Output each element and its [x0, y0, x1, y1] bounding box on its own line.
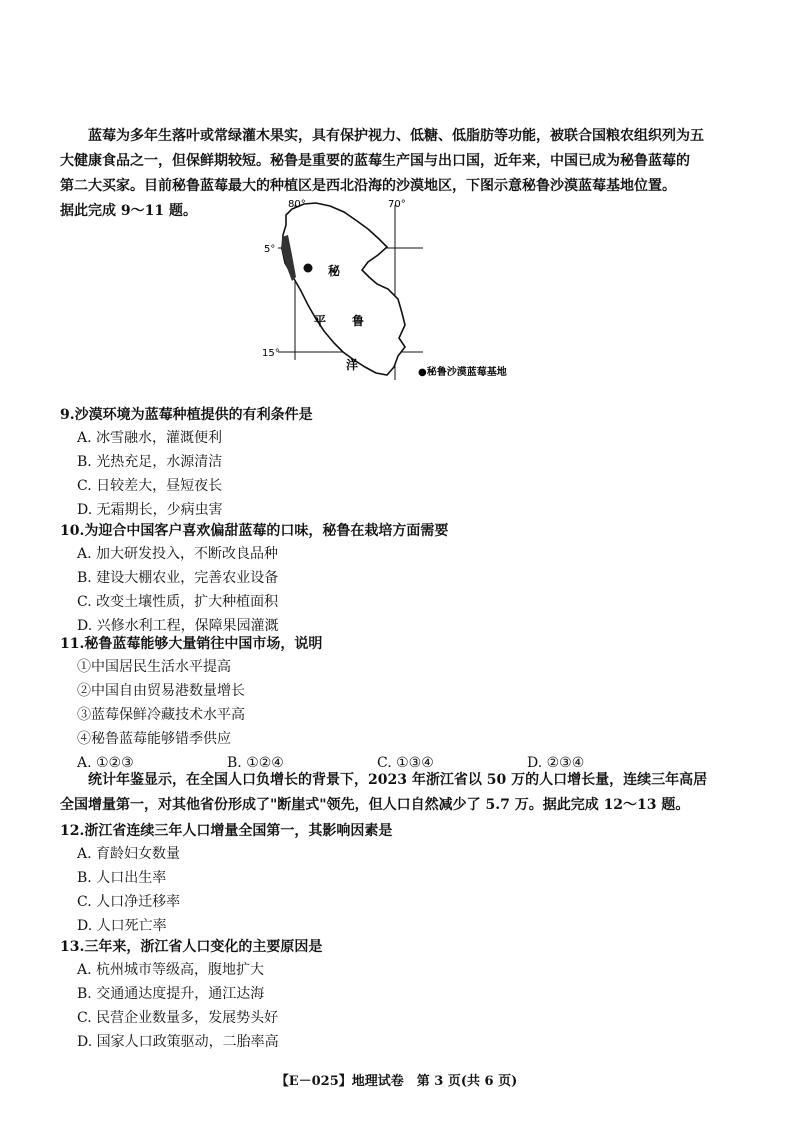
label-70: 70°: [388, 199, 406, 210]
question-13: [60, 936, 740, 1054]
option-b: B. 人口出生率: [77, 870, 167, 886]
option-c: C. 日较差大，昼短夜长: [77, 478, 223, 494]
question-stem: 11.秘鲁蓝莓能够大量销往中国市场，说明: [60, 636, 323, 652]
option-a: A. 育龄妇女数量: [77, 846, 181, 862]
question-9: [60, 404, 740, 522]
intro-line: 全国增量第一，对其他省份形成了"断崖式"领先，但人口自然减少了 5.7 万。据此完成 12～13 题。: [60, 797, 690, 813]
label-ping: 平: [314, 314, 327, 328]
option-c: C. 人口净迁移率: [77, 894, 181, 910]
option-a: A. 加大研发投入，不断改良品种: [77, 546, 279, 562]
option-c: C. 民营企业数量多，发展势头好: [77, 1010, 279, 1026]
intro-paragraph-zhejiang: [60, 768, 732, 818]
label-lu: 鲁: [352, 314, 365, 328]
question-stem: 13.三年来，浙江省人口变化的主要原因是: [60, 939, 323, 955]
option-a: A. 杭州城市等级高，腹地扩大: [77, 962, 265, 978]
question-stem: 9.沙漠环境为蓝莓种植提供的有利条件是: [60, 407, 313, 423]
option-d: D. ②③④: [527, 755, 585, 771]
question-stem: 12.浙江省连续三年人口增量全国第一，其影响因素是: [60, 823, 393, 839]
option-b: B. ①②④: [227, 755, 284, 771]
option-c: C. ①③④: [377, 755, 434, 771]
option-b: B. 建设大棚农业，完善农业设备: [77, 570, 279, 586]
question-12: [60, 820, 740, 938]
statement-3: ③蓝莓保鲜冷藏技术水平高: [77, 707, 245, 723]
question-10: [60, 520, 740, 638]
question-stem: 10.为迎合中国客户喜欢偏甜蓝莓的口味，秘鲁在栽培方面需要: [60, 523, 449, 539]
intro-line: 大健康食品之一，但保鲜期较短。秘鲁是重要的蓝莓生产国与出口国，近年来，中国已成为秘鲁蓝莓的: [60, 153, 690, 169]
option-a: A. ①②③: [77, 755, 134, 771]
option-b: B. 交通通达度提升，通江达海: [77, 986, 265, 1002]
intro-line: 统计年鉴显示，在全国人口负增长的背景下，2023 年浙江省以 50 万的人口增长量，连续三年高居: [88, 772, 708, 788]
option-d: D. 国家人口政策驱动，二胎率高: [77, 1034, 279, 1050]
label-yang: 洋: [346, 358, 359, 372]
option-b: B. 光热充足，水源清洁: [77, 454, 223, 470]
blueberry-base-marker: [304, 264, 313, 273]
label-5: 5°: [264, 244, 276, 255]
option-a: A. 冰雪融水，灌溉便利: [77, 430, 223, 446]
label-15: 15°: [262, 348, 280, 359]
label-80: 80°: [288, 199, 306, 210]
option-d: D. 兴修水利工程，保障果园灌溉: [77, 618, 279, 634]
statement-4: ④秘鲁蓝莓能够错季供应: [77, 731, 231, 747]
option-d: D. 无霜期长，少病虫害: [77, 502, 223, 518]
label-mi: 秘: [328, 264, 341, 278]
intro-line: 据此完成 9～11 题。: [60, 203, 197, 219]
intro-line: 蓝莓为多年生落叶或常绿灌木果实，具有保护视力、低糖、低脂肪等功能，被联合国粮农组织列为五: [88, 128, 704, 144]
intro-line: 第二大买家。目前秘鲁蓝莓最大的种植区是西北沿海的沙漠地区，下图示意秘鲁沙漠蓝莓基地位置。: [60, 178, 676, 194]
statement-1: ①中国居民生活水平提高: [77, 659, 231, 675]
page-footer: 【E－025】地理试卷 第 3 页(共 6 页): [275, 1074, 518, 1089]
peru-blueberry-map: [258, 195, 528, 380]
map-legend: ●秘鲁沙漠蓝莓基地: [418, 367, 507, 378]
option-d: D. 人口死亡率: [77, 918, 167, 934]
peru-outline: [282, 203, 405, 375]
statement-2: ②中国自由贸易港数量增长: [77, 683, 245, 699]
option-c: C. 改变土壤性质，扩大种植面积: [77, 594, 279, 610]
question-11: [60, 633, 740, 775]
